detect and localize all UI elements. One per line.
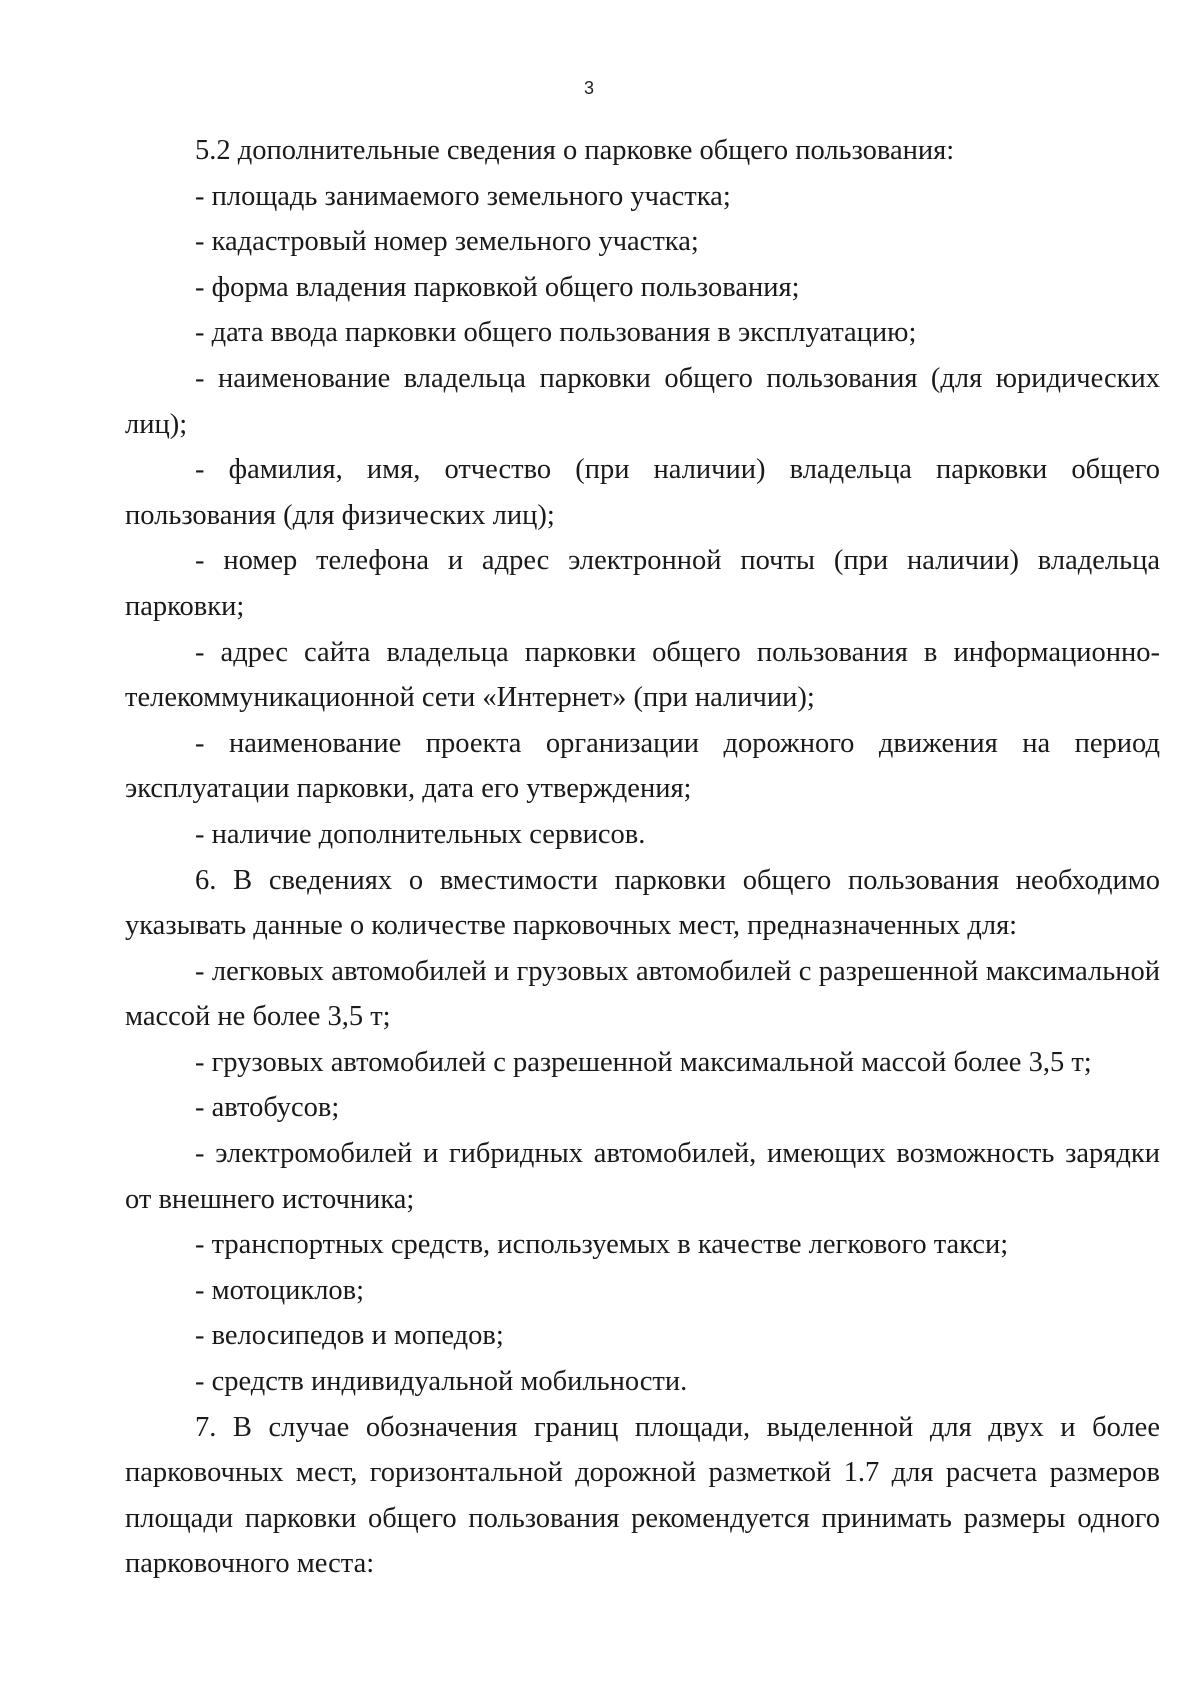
list-item-traffic-project: - наименование проекта организации дорожного движения на период эксплуатации парковки, дата его утверждения;: [125, 727, 1160, 805]
list-item-cars-light-trucks: - легковых автомобилей и грузовых автомобилей с разрешенной максимальной массой не более 3,5 т;: [125, 955, 1160, 1033]
list-item-additional-services: - наличие дополнительных сервисов.: [195, 818, 646, 850]
list-item-buses: - автобусов;: [195, 1092, 340, 1124]
list-item-owner-contacts: - номер телефона и адрес электронной почты (при наличии) владельца парковки;: [125, 545, 1160, 622]
list-item-owner-website: - адрес сайта владельца парковки общего пользования в информационно-телекоммуникационной сети «Интернет» (при наличии);: [125, 636, 1160, 714]
list-item-motorcycles: - мотоциклов;: [195, 1274, 365, 1306]
list-item-ownership-form: - форма владения парковкой общего пользования;: [195, 271, 800, 303]
list-item-commissioning-date: - дата ввода парковки общего пользования в эксплуатацию;: [195, 317, 917, 349]
page-number: 3: [583, 78, 594, 98]
list-item-heavy-trucks: - грузовых автомобилей с разрешенной максимальной массой более 3,5 т;: [195, 1046, 1092, 1078]
paragraph-5-2-heading: 5.2 дополнительные сведения о парковке общего пользования:: [195, 135, 955, 166]
document-body: [125, 128, 1160, 1587]
list-item-personal-mobility: - средств индивидуальной мобильности.: [195, 1366, 688, 1398]
paragraph-6: 6. В сведениях о вместимости парковки общего пользования необходимо указывать данные о количестве парковочных мест, предназначенных для:: [125, 864, 1160, 942]
list-item-owner-name-individual: - фамилия, имя, отчество (при наличии) владельца парковки общего пользования (для физических лиц);: [125, 454, 1160, 531]
list-item-bicycles-mopeds: - велосипедов и мопедов;: [195, 1320, 504, 1352]
list-item-land-area: - площадь занимаемого земельного участка;: [195, 180, 731, 212]
list-item-electric-vehicles: - электромобилей и гибридных автомобилей, имеющих возможность зарядки от внешнего источника;: [125, 1138, 1160, 1215]
paragraph-7: 7. В случае обозначения границ площади, выделенной для двух и более парковочных мест, горизонтальной дорожной разметкой 1.7 для расчета размеров площади парковки общего пользования рекомендуется принимать размеры одного парковочного места:: [125, 1411, 1160, 1580]
list-item-owner-name-legal: - наименование владельца парковки общего пользования (для юридических лиц);: [125, 362, 1160, 440]
list-item-taxi: - транспортных средств, используемых в качестве легкового такси;: [195, 1229, 1009, 1261]
list-item-cadastral-number: - кадастровый номер земельного участка;: [195, 226, 699, 258]
